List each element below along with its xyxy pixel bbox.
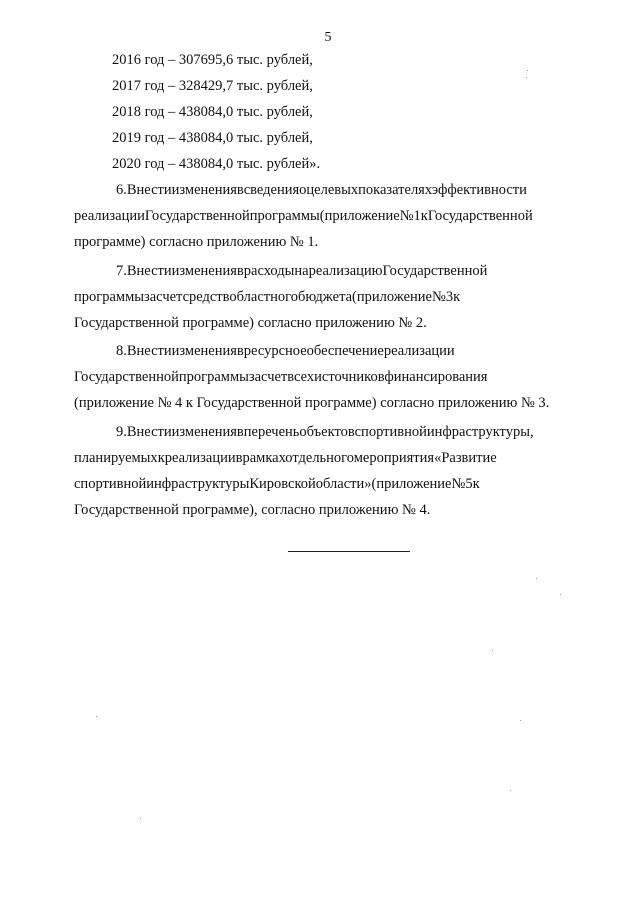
word: в bbox=[236, 182, 244, 198]
paragraph-8 bbox=[74, 338, 586, 416]
scan-speck bbox=[520, 720, 521, 721]
paragraph-line bbox=[74, 364, 586, 390]
word: на bbox=[294, 263, 309, 279]
word: изменения bbox=[171, 424, 237, 440]
word: инфраструктуры bbox=[146, 476, 250, 492]
paragraph-line bbox=[74, 471, 586, 497]
word: средств bbox=[182, 289, 230, 305]
word: 8. bbox=[116, 343, 127, 359]
word: (приложение bbox=[352, 289, 432, 305]
word: изменения bbox=[171, 182, 237, 198]
word: спортивной bbox=[354, 424, 427, 440]
word: финансирования bbox=[384, 369, 488, 385]
word: изменения bbox=[171, 343, 237, 359]
funding-year-2018: 2018 год – 438084,0 тыс. рублей, bbox=[112, 104, 313, 120]
word: к bbox=[453, 289, 461, 305]
paragraph-6 bbox=[74, 177, 586, 255]
word: программы bbox=[74, 289, 144, 305]
word: Государственной bbox=[74, 369, 179, 385]
scan-speck bbox=[510, 790, 511, 791]
word: 9. bbox=[116, 424, 127, 440]
funding-year-2016: 2016 год – 307695,6 тыс. рублей, bbox=[112, 52, 313, 68]
word: реализации bbox=[383, 343, 455, 359]
word: источников bbox=[314, 369, 385, 385]
word: Государственной bbox=[382, 263, 488, 279]
word: за bbox=[248, 369, 262, 385]
word: 6. bbox=[116, 182, 127, 198]
word: всех bbox=[287, 369, 315, 385]
word: за bbox=[144, 289, 157, 305]
word: изменения bbox=[171, 263, 237, 279]
word: рамках bbox=[242, 450, 286, 466]
word: (приложение bbox=[319, 208, 400, 224]
word: объектов bbox=[299, 424, 355, 440]
funding-year-2017: 2017 год – 328429,7 тыс. рублей, bbox=[112, 78, 313, 94]
word: эффективности bbox=[431, 182, 527, 198]
word: реализацию bbox=[308, 263, 383, 279]
word: в bbox=[236, 343, 244, 359]
word: сведения bbox=[243, 182, 300, 198]
word: № bbox=[431, 289, 446, 305]
word: реализации bbox=[74, 208, 145, 224]
paragraph-line: программе) согласно приложению № 1. bbox=[74, 234, 319, 250]
word: мероприятия bbox=[353, 450, 435, 466]
word: 5 bbox=[465, 476, 473, 492]
funding-year-2019: 2019 год – 438084,0 тыс. рублей, bbox=[112, 130, 313, 146]
word: в bbox=[236, 263, 244, 279]
paragraph-7 bbox=[74, 258, 586, 336]
word: Внести bbox=[126, 182, 172, 198]
page-number: 5 bbox=[324, 30, 332, 45]
end-separator-line bbox=[288, 551, 410, 552]
word: целевых bbox=[306, 182, 359, 198]
scan-speck bbox=[492, 650, 493, 651]
word: «Развитие bbox=[434, 450, 497, 466]
word: Кировской bbox=[249, 476, 316, 492]
word: в bbox=[235, 450, 243, 466]
word: областного bbox=[229, 289, 298, 305]
word: счет bbox=[156, 289, 183, 305]
word: показателях bbox=[358, 182, 432, 198]
word: в bbox=[236, 424, 244, 440]
paragraph-line bbox=[74, 284, 586, 310]
scan-speck bbox=[526, 77, 527, 78]
word: счет bbox=[261, 369, 288, 385]
word: Государственной bbox=[144, 208, 250, 224]
word: к bbox=[157, 450, 165, 466]
word: 3 bbox=[445, 289, 454, 305]
word: к bbox=[472, 476, 480, 492]
paragraph-line bbox=[74, 338, 586, 364]
word: Внести bbox=[126, 424, 172, 440]
word: реализации bbox=[164, 450, 236, 466]
paragraph-line bbox=[74, 203, 586, 229]
scan-speck bbox=[140, 818, 141, 819]
paragraph-line: Государственной программе), согласно приложению № 4. bbox=[74, 502, 431, 518]
word: области» bbox=[315, 476, 372, 492]
scan-speck bbox=[560, 594, 561, 595]
word: (приложение bbox=[371, 476, 452, 492]
paragraph-line bbox=[74, 445, 586, 471]
word: 7. bbox=[116, 263, 127, 279]
scan-speck bbox=[536, 578, 537, 579]
paragraph-line: Государственной программе) согласно приложению № 2. bbox=[74, 315, 427, 331]
word: бюджета bbox=[297, 289, 353, 305]
word: Внести bbox=[126, 263, 172, 279]
word: программы bbox=[249, 208, 320, 224]
word: программы bbox=[178, 369, 249, 385]
scan-speck bbox=[527, 70, 528, 71]
paragraph-line bbox=[74, 177, 586, 203]
scan-speck bbox=[96, 716, 97, 717]
word: № bbox=[451, 476, 466, 492]
paragraph-line bbox=[74, 258, 586, 284]
word: о bbox=[299, 182, 307, 198]
word: Внести bbox=[126, 343, 172, 359]
word: ресурсное bbox=[243, 343, 307, 359]
paragraph-9 bbox=[74, 419, 586, 523]
word: инфраструктуры, bbox=[426, 424, 534, 440]
word: отдельного bbox=[285, 450, 354, 466]
word: к bbox=[420, 208, 428, 224]
funding-years-list bbox=[112, 47, 592, 177]
word: планируемых bbox=[74, 450, 158, 466]
funding-year-2020: 2020 год – 438084,0 тыс. рублей». bbox=[112, 156, 321, 172]
word: № bbox=[399, 208, 414, 224]
paragraph-line bbox=[74, 419, 586, 445]
paragraph-line: (приложение № 4 к Государственной программе) согласно приложению № 3. bbox=[74, 395, 550, 411]
word: обеспечение bbox=[306, 343, 384, 359]
word: спортивной bbox=[74, 476, 147, 492]
word: расходы bbox=[243, 263, 295, 279]
word: 1 bbox=[413, 208, 421, 224]
word: Государственной bbox=[427, 208, 533, 224]
word: перечень bbox=[243, 424, 300, 440]
